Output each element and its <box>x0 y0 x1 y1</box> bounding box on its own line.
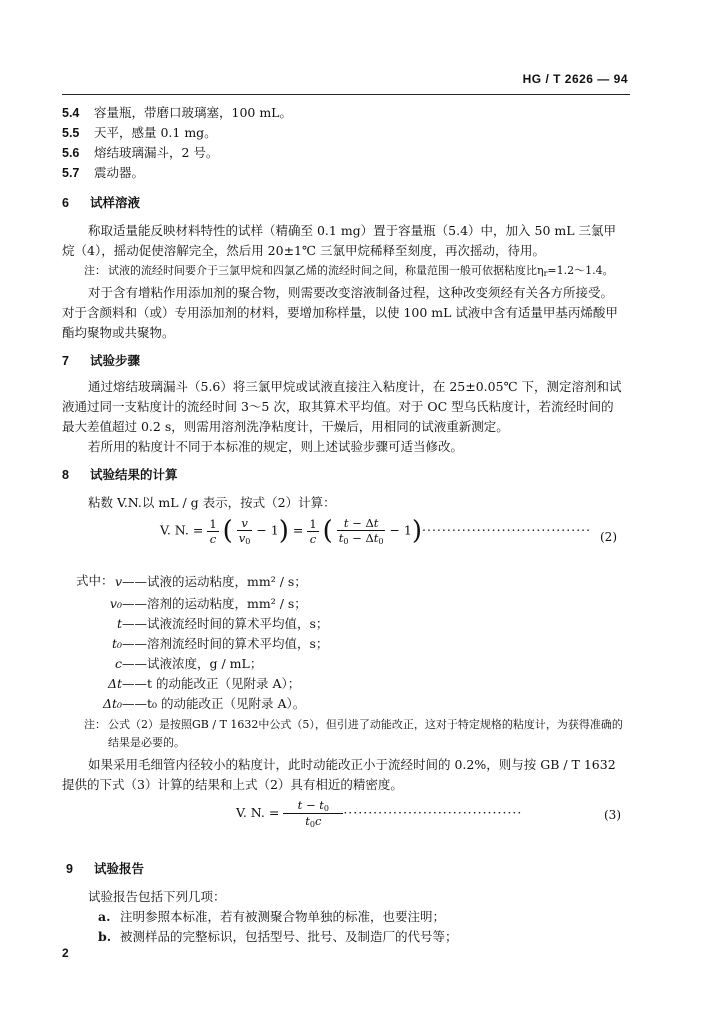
section-heading: 8 试验结果的计算 <box>62 467 178 482</box>
variable-definition: c——试液浓度，g / mL； <box>114 656 263 671</box>
section-heading: 6 试样溶液 <box>62 195 141 210</box>
paragraph-line: 提供的下式（3）计算的结果和上式（2）具有相近的精密度。 <box>62 777 403 792</box>
list-item: b. 被测样品的完整标识，包括型号、批号、及制造厂的代号等； <box>98 929 458 944</box>
note: 注： 公式（2）是按照GB / T 1632中公式（5），但引进了动能改正，这对于特定规格的粘度计，为获得准确的 <box>84 718 623 731</box>
apparatus-item: 5.4 容量瓶，带磨口玻璃塞，100 mL。 <box>62 105 292 120</box>
equation-number: (2) <box>600 530 617 544</box>
variable-definition: v₀——溶剂的运动粘度，mm² / s； <box>109 596 307 611</box>
page-number: 2 <box>62 946 69 960</box>
equation-3: V. N. = $\frac{t - t_0}{t_0c}$ ···································· <box>236 798 523 829</box>
variable-definition: t——试液流经时间的算术平均值，s； <box>116 616 329 631</box>
paragraph-line: 烷（4），摇动促使溶解完全，然后用 20±1℃ 三氯甲烷稀释至刻度，再次摇动，待用。 <box>62 243 545 258</box>
variable-definition: t₀——溶剂流经时间的算术平均值，s； <box>111 636 329 651</box>
paragraph-line: 粘数 V.N.以 mL / g 表示，按式（2）计算： <box>88 495 336 510</box>
standard-code-header: HG / T 2626 — 94 <box>522 72 628 86</box>
header-rule <box>62 94 630 95</box>
paragraph-line: 对于含颜料和（或）专用添加剂的材料，要增加称样量，以使 100 mL 试液中含有适量甲基丙烯酸甲 <box>62 305 618 320</box>
note-continuation: 结果是必要的。 <box>108 736 185 749</box>
where-label: 式中： <box>76 573 114 588</box>
section-heading: 7 试验步骤 <box>62 353 141 368</box>
paragraph-line: 酯均聚物或共聚物。 <box>62 325 175 340</box>
paragraph-line: 称取适量能反映材料特性的试样（精确至 0.1 mg）置于容量瓶（5.4）中，加入 50 mL 三氯甲 <box>88 223 617 238</box>
note: 注： 试液的流经时间要介于三氯甲烷和四氯乙烯的流经时间之间，称量范围一般可依据粘度比$\eta_r=1.2\sim 1.4$。 <box>84 264 614 278</box>
paragraph-line: 试验报告包括下列几项： <box>88 889 226 904</box>
equation-2: V. N. = $\frac{1}{c}$ ( $\frac{v}{v_0}$ − 1) = $\frac{1}{c}$ ( $\frac{t - \Delta t}{t_0 - \Delta t_0}$ − 1)·································· <box>160 516 592 546</box>
apparatus-item: 5.7 震动器。 <box>62 165 145 180</box>
paragraph-line: 如果采用毛细管内径较小的粘度计，此时动能改正小于流经时间的 0.2%，则与按 GB / T 1632 <box>88 757 616 772</box>
variable-definition: Δt——t 的动能改正（见附录 A）； <box>107 676 301 691</box>
paragraph-line: 液通过同一支粘度计的流经时间 3～5 次，取其算术平均值。对于 OC 型乌氏粘度计，若流经时间的 <box>62 399 614 414</box>
section-heading: 9 试验报告 <box>66 861 145 876</box>
paragraph-line: 对于含有增粘作用添加剂的聚合物，则需要改变溶液制备过程，这种改变须经有关各方所接受。 <box>88 285 614 300</box>
paragraph-line: 通过熔结玻璃漏斗（5.6）将三氯甲烷或试液直接注入粘度计，在 25±0.05℃ 下，测定溶剂和试 <box>88 379 622 394</box>
apparatus-item: 5.6 熔结玻璃漏斗，2 号。 <box>62 145 219 160</box>
paragraph-line: 若所用的粘度计不同于本标准的规定，则上述试验步骤可适当修改。 <box>88 439 464 454</box>
list-item: a. 注明参照本标准，若有被测聚合物单独的标准，也要注明； <box>98 909 446 924</box>
variable-definition: Δt₀——t₀ 的动能改正（见附录 A）。 <box>102 696 306 711</box>
apparatus-item: 5.5 天平，感量 0.1 mg。 <box>62 125 217 140</box>
equation-number: (3) <box>604 808 621 822</box>
paragraph-line: 最大差值超过 0.2 s，则需用溶剂洗净粘度计，干燥后，用相同的试液重新测定。 <box>62 419 509 434</box>
variable-definition: v——试液的运动粘度，mm² / s； <box>114 574 307 589</box>
